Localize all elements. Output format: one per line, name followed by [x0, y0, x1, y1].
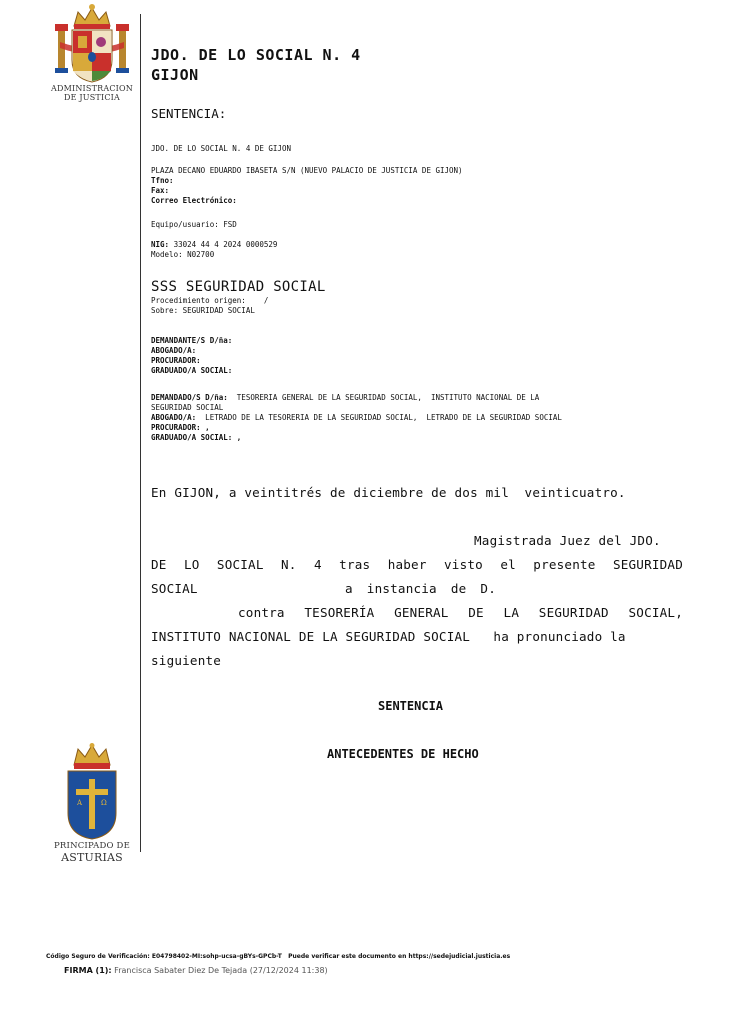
body-line-5: INSTITUTO NACIONAL DE LA SEGURIDAD SOCIAL ha pronunciado la	[151, 629, 626, 644]
court-address-block	[151, 166, 691, 206]
court-city: GIJON	[151, 66, 199, 84]
signature-value: Francisca Sabater Diez De Tejada (27/12/2024 11:38)	[114, 966, 328, 975]
modelo: Modelo: N02700	[151, 250, 215, 259]
plaintiff-procurador-label: PROCURADOR:	[151, 356, 201, 365]
asturias-coat-of-arms	[62, 743, 122, 841]
plaintiff-graduado-label: GRADUADO/A SOCIAL:	[151, 366, 233, 375]
logo-label-line-1: ADMINISTRACION	[51, 84, 133, 93]
plaintiff-block	[151, 336, 232, 376]
signature-line	[64, 966, 328, 975]
margin-divider	[140, 14, 141, 852]
plaintiff-lawyer-label: ABOGADO/A:	[151, 346, 197, 355]
defendant-value-cont: SEGURIDAD SOCIAL	[151, 403, 224, 412]
sentencia-heading: SENTENCIA	[378, 699, 444, 713]
court-address: PLAZA DECANO EDUARDO IBASETA S/N (NUEVO PALACIO DE JUSTICIA DE GIJON)	[151, 166, 463, 175]
asturias-logo-label	[50, 841, 134, 864]
court-title: JDO. DE LO SOCIAL N. 4	[151, 46, 361, 64]
procedure-info	[151, 296, 268, 316]
date-line: En GIJON, a veintitrés de diciembre de dos mil veinticuatro.	[151, 485, 626, 500]
asturias-label-line-2: ASTURIAS	[61, 851, 123, 864]
asturias-label-line-1: PRINCIPADO DE	[54, 841, 130, 851]
asturias-shield-icon	[62, 743, 122, 841]
document-type: SENTENCIA:	[151, 106, 227, 121]
body-line-4: contra TESORERÍA GENERAL DE LA SEGURIDAD SOCIAL,	[238, 605, 683, 620]
body-line-3b: a instancia de D.	[345, 581, 496, 596]
procedure-origin: Procedimiento origen: /	[151, 296, 269, 305]
equipo-usuario: Equipo/usuario: FSD	[151, 220, 237, 229]
nig-label: NIG:	[151, 240, 170, 249]
nig-value: 33024 44 4 2024 0000529	[169, 240, 278, 249]
justicia-logo-label	[50, 84, 134, 102]
defendant-graduado: GRADUADO/A SOCIAL: ,	[151, 433, 242, 442]
court-full-name: JDO. DE LO SOCIAL N. 4 DE GIJON	[151, 144, 291, 153]
fax-label: Fax:	[151, 186, 170, 195]
nig-block	[151, 240, 277, 260]
justicia-coat-of-arms	[50, 2, 134, 84]
verification-code: Código Seguro de Verificación: E04798402-MI:sohp-ucsa-gBYs-GPCb-T Puede verificar este documento en https://sedejudicial.justicia.es	[46, 953, 511, 960]
defendant-lawyer-label: ABOGADO/A:	[151, 413, 197, 422]
logo-label-line-2: DE JUSTICIA	[64, 93, 120, 102]
svg-text:Ω: Ω	[101, 799, 107, 807]
plaintiff-label: DEMANDANTE/S D/ña:	[151, 336, 233, 345]
procedure-subject: Sobre: SEGURIDAD SOCIAL	[151, 306, 255, 315]
coat-of-arms-icon	[50, 2, 134, 84]
svg-text:A: A	[77, 799, 83, 807]
defendant-procurador: PROCURADOR: ,	[151, 423, 210, 432]
body-line-6: siguiente	[151, 653, 222, 668]
antecedentes-heading: ANTECEDENTES DE HECHO	[327, 747, 479, 761]
procedure-title: SSS SEGURIDAD SOCIAL	[151, 279, 326, 295]
defendant-label: DEMANDADO/S D/ña:	[151, 393, 228, 402]
body-line-1: Magistrada Juez del JDO.	[474, 533, 661, 548]
body-line-3a: SOCIAL	[151, 581, 198, 596]
phone-label: Tfno:	[151, 176, 174, 185]
defendant-lawyer-value: LETRADO DE LA TESORERIA DE LA SEGURIDAD SOCIAL, LETRADO DE LA SEGURIDAD SOCIAL	[196, 413, 562, 422]
signature-label: FIRMA (1):	[64, 966, 112, 975]
defendant-value: TESORERIA GENERAL DE LA SEGURIDAD SOCIAL, INSTITUTO NACIONAL DE LA	[227, 393, 540, 402]
body-line-2: DE LO SOCIAL N. 4 tras haber visto el presente SEGURIDAD	[151, 557, 683, 572]
defendant-block	[151, 393, 691, 443]
email-label: Correo Electrónico:	[151, 196, 237, 205]
